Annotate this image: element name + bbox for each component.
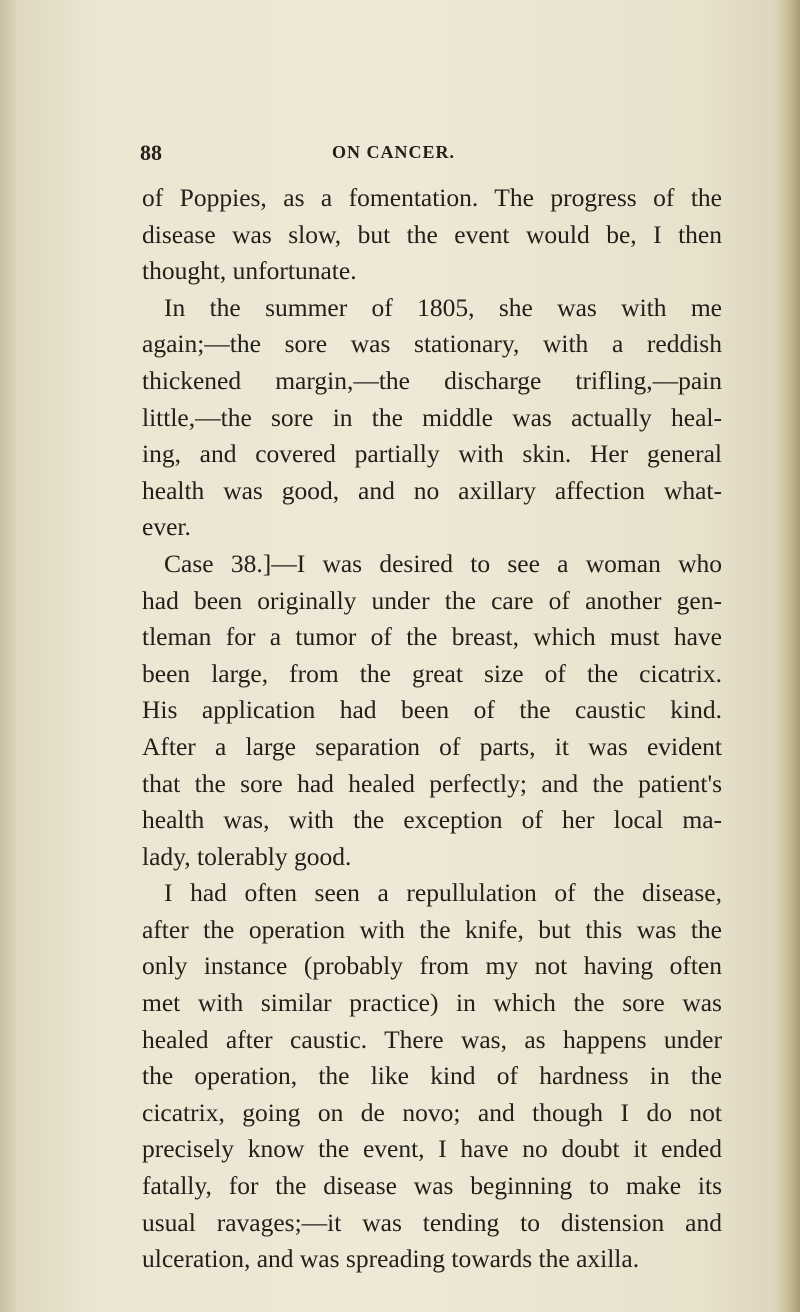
text-line: been large, from the great size of the cicatrix. — [142, 658, 722, 688]
text-line: of Poppies, as a fomentation. The progress of the — [142, 183, 722, 212]
text-line: met with similar practice) in which the sore was — [142, 988, 722, 1018]
text-line: cicatrix, going on de novo; and though I do not — [142, 1097, 722, 1127]
text-line: little,—the sore in the middle was actually heal- — [142, 402, 722, 432]
page-edge — [774, 0, 800, 1312]
text-line: after the operation with the knife, but this was the — [142, 914, 722, 944]
text-line: precisely know the event, I have no doubt it ended — [142, 1134, 722, 1164]
text-line: ever. — [142, 512, 191, 542]
text-line: I had often seen a repullulation of the disease, — [164, 878, 722, 908]
body-text — [142, 180, 722, 1278]
text-line: only instance (probably from my not having often — [142, 951, 722, 981]
text-line: usual ravages;—it was tending to distension and — [142, 1207, 722, 1237]
text-line: that the sore had healed perfectly; and the patient's — [142, 768, 722, 798]
text-line: Case 38.]—I was desired to see a woman who — [164, 548, 722, 578]
text-line: health was good, and no axillary affection what- — [142, 475, 722, 505]
text-line: ing, and covered partially with skin. Her general — [142, 439, 722, 469]
page-header — [140, 140, 720, 170]
text-line: had been originally under the care of another gen- — [142, 585, 722, 615]
text-line: health was, with the exception of her local ma- — [142, 805, 722, 835]
page-number: 88 — [140, 140, 162, 165]
running-head: ON CANCER. — [332, 142, 456, 162]
text-line: After a large separation of parts, it was evident — [142, 731, 722, 761]
text-line: fatally, for the disease was beginning to make its — [142, 1171, 722, 1201]
text-line: In the summer of 1805, she was with me — [164, 292, 722, 322]
text-line: lady, tolerably good. — [142, 841, 352, 871]
text-line: ulceration, and was spreading towards the axilla. — [142, 1244, 640, 1274]
text-line: tleman for a tumor of the breast, which must have — [142, 622, 722, 652]
text-line: disease was slow, but the event would be, I then — [142, 219, 722, 249]
text-line: thought, unfortunate. — [142, 256, 357, 286]
text-line: again;—the sore was stationary, with a reddish — [142, 329, 722, 359]
gutter-shadow — [0, 0, 18, 1312]
text-line: healed after caustic. There was, as happens under — [142, 1024, 722, 1054]
text-line: the operation, the like kind of hardness in the — [142, 1061, 722, 1091]
text-line: His application had been of the caustic kind. — [142, 695, 722, 725]
text-line: thickened margin,—the discharge trifling,—pain — [142, 365, 722, 395]
